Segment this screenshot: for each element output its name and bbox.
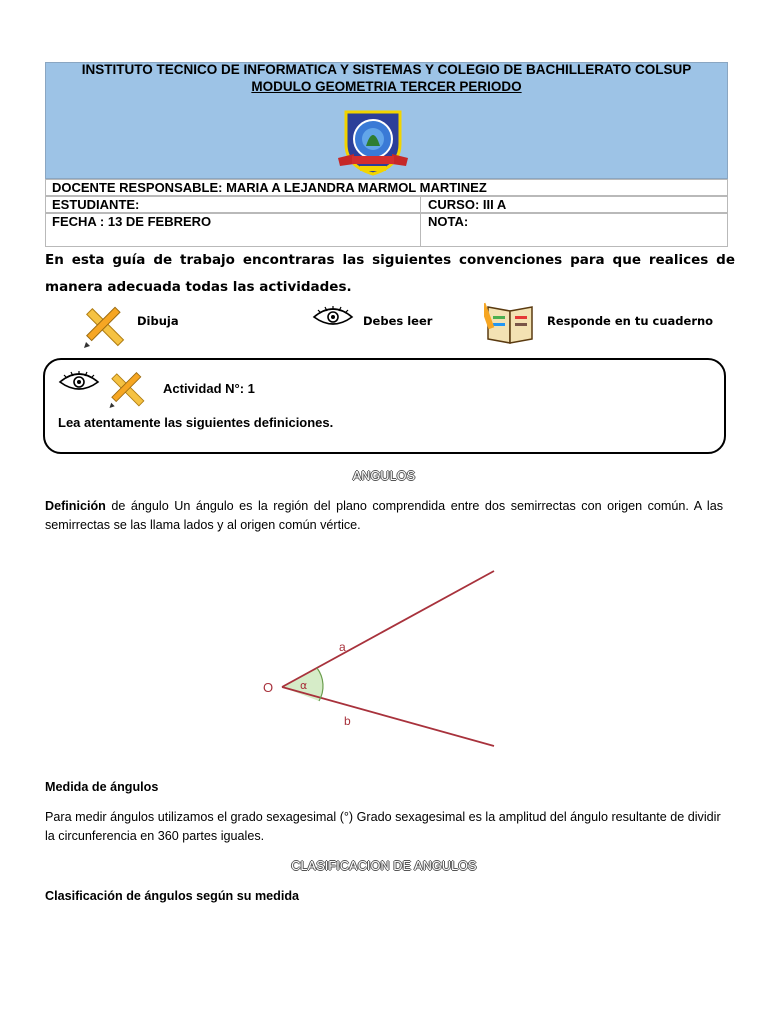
table-divider: [420, 196, 421, 247]
angle-alpha-label: α: [300, 679, 308, 692]
intro-paragraph: [45, 247, 735, 301]
activity-pencil-ruler-icon: [106, 368, 146, 408]
convention-draw-label: Dibuja: [137, 314, 179, 328]
intro-line-1: En esta guía de trabajo encontraras las siguientes convenciones para que realices de: [45, 252, 735, 268]
intro-line-2: manera adecuada todas las actividades.: [45, 279, 352, 295]
medida-heading: Medida de ángulos: [45, 780, 159, 794]
angulos-heading: ANGULOS: [352, 469, 416, 483]
definition-term: Definición: [45, 499, 106, 513]
estudiante-row: [45, 196, 728, 213]
activity-title: Actividad N°: 1: [163, 381, 255, 396]
activity-instruction: Lea atentamente las siguientes definiciones.: [58, 415, 334, 430]
clasificacion-heading: CLASIFICACION DE ANGULOS: [291, 859, 477, 873]
definition-paragraph: [45, 497, 723, 535]
side-b-line: [282, 687, 494, 746]
definition-line-2: semirrectas se las llama lados y al origen común vértice.: [45, 518, 361, 532]
vertex-label: O: [263, 680, 274, 695]
definition-line-1: [45, 497, 723, 516]
medida-line-1: Para medir ángulos utilizamos el grado sexagesimal (°) Grado sexagesimal es la amplitud del ángulo resultante de dividir: [45, 810, 721, 824]
module-title-text: MODULO GEOMETRIA TERCER PERIODO: [251, 79, 522, 94]
medida-paragraph: [45, 808, 735, 846]
convention-read-label: Debes leer: [363, 314, 433, 328]
module-title: [45, 79, 728, 95]
convention-notebook-label: Responde en tu cuaderno: [547, 314, 714, 328]
activity-eye-icon: [58, 370, 100, 392]
docente-label: DOCENTE RESPONSABLE: MARIA A LEJANDRA MARMOL MARTINEZ: [52, 180, 487, 195]
side-b-label: b: [344, 714, 351, 728]
curso-label: CURSO: III A: [428, 197, 507, 212]
notebook-icon: [484, 301, 536, 345]
institution-title: INSTITUTO TECNICO DE INFORMATICA Y SISTEMAS Y COLEGIO DE BACHILLERATO COLSUP: [81, 62, 692, 77]
angle-diagram: [255, 562, 505, 758]
clasificacion-subheading: Clasificación de ángulos según su medida: [45, 889, 300, 903]
side-a-line: [282, 571, 494, 687]
estudiante-label: ESTUDIANTE:: [52, 197, 140, 212]
medida-line-2: la circunferencia en 360 partes iguales.: [45, 829, 265, 843]
side-a-label: a: [339, 640, 346, 654]
school-crest-logo: [336, 104, 410, 176]
nota-label: NOTA:: [428, 214, 469, 229]
fecha-row: [45, 213, 728, 247]
definition-text-1: de ángulo Un ángulo es la región del plano comprendida entre dos semirrectas con origen común. A las: [111, 499, 724, 513]
docente-row: [45, 179, 728, 196]
eye-icon: [312, 305, 354, 327]
fecha-label: FECHA : 13 DE FEBRERO: [52, 214, 212, 229]
pencil-ruler-icon: [80, 302, 126, 348]
